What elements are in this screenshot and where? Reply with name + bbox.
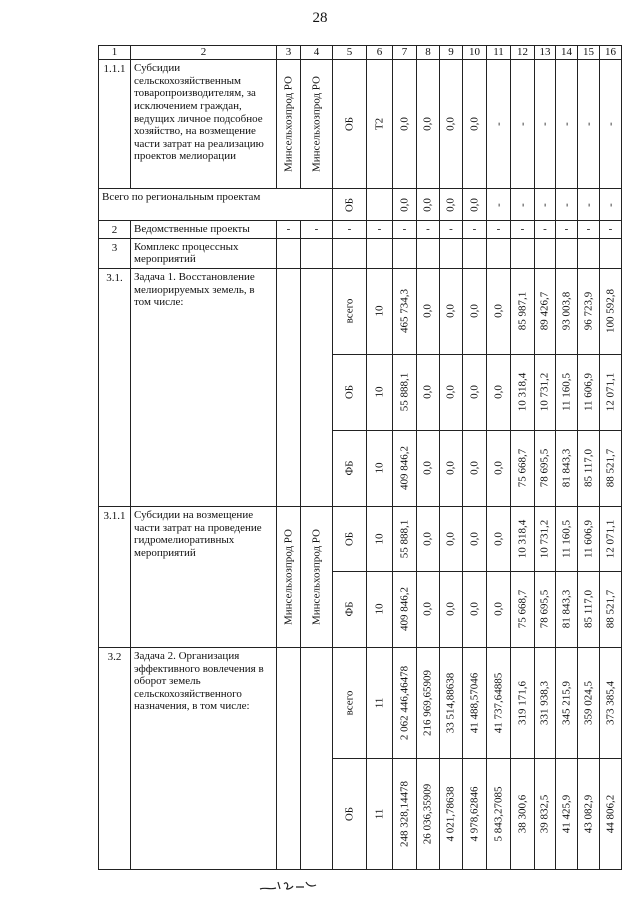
value-cell: 10 731,2	[538, 373, 551, 412]
dash-cell: -	[511, 221, 535, 239]
value-cell: 4 978,62846	[468, 786, 481, 842]
value-cell: 85 117,0	[582, 590, 595, 629]
code-cell: 11	[373, 808, 386, 820]
participant-cell: Минсельхозпрод РО	[310, 528, 323, 625]
source-cell: ОБ	[343, 197, 356, 212]
dash-cell: -	[301, 221, 333, 239]
value-cell: 93 003,8	[560, 292, 573, 331]
value-cell: 0,0	[492, 602, 505, 617]
value-cell: 41 425,9	[560, 794, 573, 834]
value-cell: -	[516, 122, 529, 126]
value-cell: 11 606,9	[582, 373, 595, 412]
value-cell: 359 024,5	[582, 680, 595, 725]
value-cell: 0,0	[468, 117, 481, 131]
dash-cell: -	[600, 221, 622, 239]
row-number: 3.1.	[99, 268, 131, 506]
row-description: Субсидии на возмещение части затрат на проведение гидромелиоративных мероприятий	[131, 506, 277, 647]
value-cell: 41 737,64885	[492, 672, 505, 734]
code-cell: 10	[373, 603, 386, 615]
value-cell: 0,0	[468, 197, 481, 212]
header-cell: 4	[301, 46, 333, 60]
value-cell: 89 426,7	[538, 292, 551, 331]
source-cell: ФБ	[343, 601, 356, 617]
source-cell: ОБ	[343, 806, 356, 822]
value-cell: 0,0	[468, 461, 481, 476]
value-cell: 0,0	[398, 197, 411, 212]
value-cell: 0,0	[421, 602, 434, 617]
header-cell: 7	[393, 46, 417, 60]
value-cell: 345 215,9	[560, 680, 573, 725]
value-cell: 10 318,4	[516, 373, 529, 412]
value-cell: 2 062 446,46478	[398, 665, 411, 741]
value-cell: 0,0	[468, 532, 481, 546]
responsible-cell: Минсельхозпрод РО	[282, 76, 295, 172]
participant-cell: Минсельхозпрод РО	[310, 76, 323, 172]
value-cell: 0,0	[421, 461, 434, 476]
dash-cell: -	[277, 221, 301, 239]
value-cell: 81 843,3	[560, 590, 573, 629]
value-cell: 39 832,5	[538, 794, 551, 834]
value-cell: -	[560, 122, 573, 126]
value-cell: 10 318,4	[516, 519, 529, 559]
value-cell: 5 843,27085	[492, 786, 505, 842]
code-cell: 10	[373, 386, 386, 398]
value-cell: 0,0	[444, 197, 457, 212]
value-cell: 81 843,3	[560, 449, 573, 488]
value-cell: 0,0	[492, 532, 505, 546]
header-cell: 13	[535, 46, 556, 60]
table-row	[99, 268, 622, 354]
value-cell: 78 695,5	[538, 590, 551, 629]
value-cell: 0,0	[492, 385, 505, 400]
value-cell: -	[560, 202, 573, 207]
header-cell: 16	[600, 46, 622, 60]
value-cell: 465 734,3	[398, 289, 411, 334]
table-row	[99, 647, 622, 758]
code-cell: 10	[373, 305, 386, 317]
value-cell: 11 160,5	[560, 373, 573, 412]
value-cell: 0,0	[444, 385, 457, 400]
value-cell: 0,0	[444, 602, 457, 617]
value-cell: 55 888,1	[398, 519, 411, 559]
value-cell: 216 969,65909	[421, 669, 434, 736]
value-cell: 12 071,1	[604, 519, 617, 559]
value-cell: -	[516, 202, 529, 207]
value-cell: 100 592,8	[604, 289, 617, 334]
source-cell: всего	[343, 690, 356, 716]
dash-cell: -	[417, 221, 440, 239]
table-row	[99, 60, 622, 189]
source-cell: ФБ	[343, 460, 356, 476]
header-cell: 15	[578, 46, 600, 60]
value-cell: -	[538, 202, 551, 207]
page-number: 28	[312, 10, 328, 26]
value-cell: 0,0	[444, 304, 457, 319]
row-number: 1.1.1	[99, 60, 131, 189]
value-cell: 11 160,5	[560, 519, 573, 558]
value-cell: 0,0	[444, 461, 457, 476]
row-number: 3	[99, 238, 131, 268]
dash-cell: -	[440, 221, 463, 239]
row-description: Задача 2. Организация эффективного вовлечения в оборот земель сельскохозяйственного назначения, в том числе:	[131, 647, 277, 869]
dash-cell: -	[487, 221, 511, 239]
value-cell: 43 082,9	[582, 794, 595, 834]
header-row	[99, 46, 622, 60]
value-cell: 331 938,3	[538, 680, 551, 725]
value-cell: 96 723,9	[582, 292, 595, 331]
dash-cell: -	[463, 221, 487, 239]
value-cell: 11 606,9	[582, 519, 595, 558]
header-cell: 6	[367, 46, 393, 60]
header-cell: 14	[556, 46, 578, 60]
value-cell: 85 117,0	[582, 449, 595, 488]
value-cell: 0,0	[492, 304, 505, 319]
dash-cell: -	[535, 221, 556, 239]
header-cell: 5	[333, 46, 367, 60]
table-row	[99, 238, 622, 268]
table-row	[99, 506, 622, 571]
dash-cell: -	[556, 221, 578, 239]
value-cell: 85 987,1	[516, 292, 529, 331]
row-number: 3.1.1	[99, 506, 131, 647]
header-cell: 2	[131, 46, 277, 60]
value-cell: 88 521,7	[604, 449, 617, 488]
value-cell: 0,0	[468, 602, 481, 617]
value-cell: 12 071,1	[604, 373, 617, 412]
header-cell: 8	[417, 46, 440, 60]
table-row	[99, 189, 622, 221]
value-cell: -	[538, 122, 551, 126]
value-cell: 26 036,35909	[421, 783, 434, 845]
value-cell: 0,0	[468, 304, 481, 319]
row-number: 2	[99, 221, 131, 239]
value-cell: 373 385,4	[604, 680, 617, 725]
dash-cell: -	[367, 221, 393, 239]
value-cell: -	[582, 202, 595, 207]
value-cell: -	[582, 122, 595, 126]
value-cell: 0,0	[398, 117, 411, 131]
value-cell: 409 846,2	[398, 446, 411, 491]
value-cell: -	[604, 202, 617, 207]
code-cell: Т2	[373, 117, 386, 131]
value-cell: 409 846,2	[398, 587, 411, 632]
value-cell: 88 521,7	[604, 590, 617, 629]
source-cell: ОБ	[343, 116, 356, 132]
row-description: Комплекс процессных мероприятий	[131, 238, 277, 268]
header-cell: 3	[277, 46, 301, 60]
value-cell: 0,0	[421, 532, 434, 546]
budget-table	[98, 45, 622, 870]
value-cell: 38 300,6	[516, 794, 529, 834]
source-cell: ОБ	[343, 531, 356, 547]
code-cell: 11	[373, 697, 386, 709]
value-cell: 0,0	[421, 304, 434, 319]
value-cell: 75 668,7	[516, 449, 529, 488]
row-description: Ведомственные проекты	[131, 221, 277, 239]
header-cell: 11	[487, 46, 511, 60]
value-cell: 0,0	[492, 461, 505, 476]
row-number: 3.2	[99, 647, 131, 869]
dash-cell: -	[393, 221, 417, 239]
value-cell: 78 695,5	[538, 449, 551, 488]
row-description: Всего по региональным проектам	[99, 189, 333, 221]
source-cell: ОБ	[343, 385, 356, 400]
code-cell: 10	[373, 533, 386, 545]
value-cell: 55 888,1	[398, 373, 411, 412]
signature-mark	[258, 878, 318, 892]
row-description: Субсидии сельскохозяйственным товаропроизводителям, за исключением граждан, ведущих личное подсобное хозяйство, на возмещение части затрат на реализацию проектов мелиорации	[131, 60, 277, 189]
value-cell: 75 668,7	[516, 590, 529, 629]
value-cell: 33 514,88638	[444, 672, 457, 734]
source-cell: всего	[343, 299, 356, 324]
value-cell: 319 171,6	[516, 680, 529, 725]
value-cell: 248 328,14478	[398, 780, 411, 847]
header-cell: 9	[440, 46, 463, 60]
header-cell: 12	[511, 46, 535, 60]
row-description: Задача 1. Восстановление мелиорируемых земель, в том числе:	[131, 268, 277, 506]
value-cell: 0,0	[444, 532, 457, 546]
dash-cell: -	[333, 221, 367, 239]
value-cell: 0,0	[421, 385, 434, 400]
responsible-cell: Минсельхозпрод РО	[282, 528, 295, 625]
value-cell: -	[604, 122, 617, 126]
value-cell: 10 731,2	[538, 519, 551, 559]
value-cell: 0,0	[444, 117, 457, 131]
value-cell: 0,0	[468, 385, 481, 400]
value-cell: 41 488,57046	[468, 672, 481, 734]
header-cell: 1	[99, 46, 131, 60]
table-row	[99, 221, 622, 239]
value-cell: 4 021,78638	[444, 786, 457, 842]
value-cell: 0,0	[421, 197, 434, 212]
code-cell: 10	[373, 462, 386, 474]
value-cell: 44 806,2	[604, 794, 617, 834]
value-cell: -	[492, 122, 505, 126]
dash-cell: -	[578, 221, 600, 239]
value-cell: -	[492, 202, 505, 207]
value-cell: 0,0	[421, 117, 434, 131]
header-cell: 10	[463, 46, 487, 60]
